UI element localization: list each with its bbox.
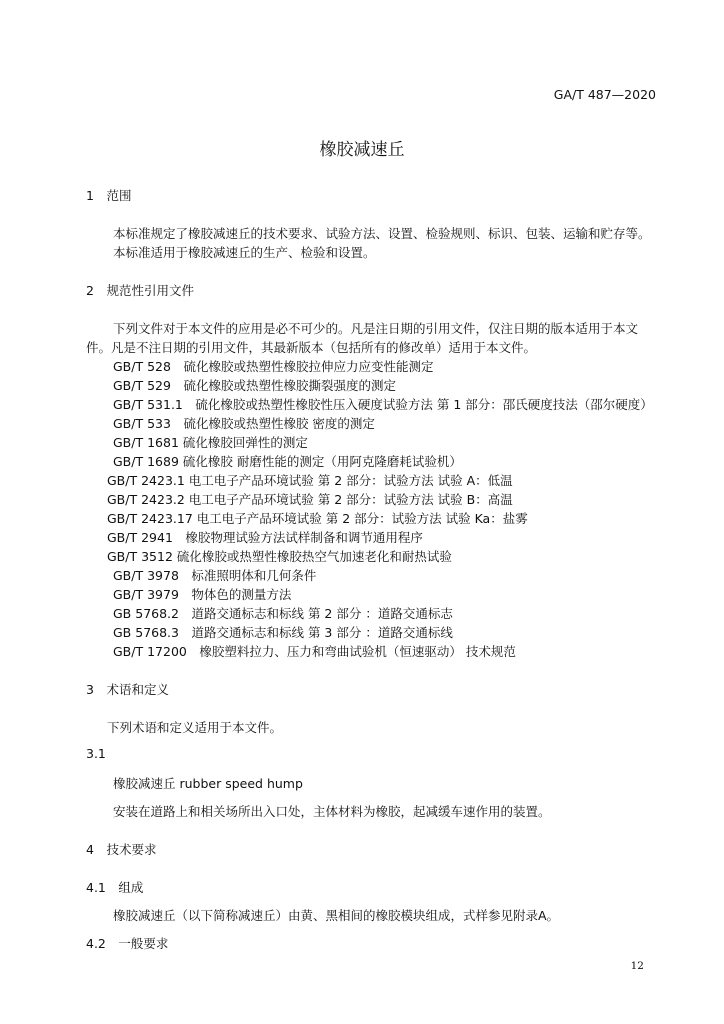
- reference-item: GB/T 531.1 硫化橡胶或热塑性橡胶性压入硬度试验方法 第 1 部分：邵氏硬度技法（邵尔硬度）: [113, 397, 653, 412]
- subsection-3-1-number: 3.1: [86, 746, 106, 761]
- document-code: GA/T 487—2020: [553, 87, 656, 102]
- reference-item: GB/T 529 硫化橡胶或热塑性橡胶撕裂强度的测定: [113, 378, 396, 393]
- reference-item: GB/T 1681 硫化橡胶回弹性的测定: [113, 435, 308, 450]
- reference-item: GB/T 528 硫化橡胶或热塑性橡胶拉伸应力应变性能测定: [113, 359, 434, 374]
- reference-item: GB 5768.2 道路交通标志和标线 第 2 部分 ：道路交通标志: [113, 606, 453, 621]
- section-1-heading: 1 范围: [86, 188, 132, 203]
- reference-item: GB/T 2423.17 电工电子产品环境试验 第 2 部分：试验方法 试验 Ka：盐雾: [107, 511, 528, 526]
- subsection-4-2-heading: 4.2 一般要求: [86, 936, 169, 951]
- reference-item: GB/T 1689 硫化橡胶 耐磨性能的测定（用阿克隆磨耗试验机）: [113, 454, 462, 469]
- page-number: 12: [630, 960, 644, 972]
- section-1-paragraph-1: 本标准规定了橡胶减速丘的技术要求、试验方法、设置、检验规则、标识、包装、运输和贮存等。: [113, 226, 651, 241]
- section-3-heading: 3 术语和定义: [86, 682, 169, 697]
- section-3-intro: 下列术语和定义适用于本文件。: [107, 720, 283, 735]
- term-definition: 安装在道路上和相关场所出入口处，主体材料为橡胶，起减缓车速作用的装置。: [113, 804, 551, 819]
- reference-item: GB/T 2941 橡胶物理试验方法试样制备和调节通用程序: [107, 530, 423, 545]
- reference-item: GB 5768.3 道路交通标志和标线 第 3 部分 ：道路交通标线: [113, 625, 453, 640]
- section-2-intro-line-1: 下列文件对于本文件的应用是必不可少的。凡是注日期的引用文件，仅注日期的版本适用于本文: [113, 321, 639, 336]
- subsection-4-1-heading: 4.1 组成: [86, 880, 144, 895]
- reference-item: GB/T 3512 硫化橡胶或热塑性橡胶热空气加速老化和耐热试验: [107, 549, 452, 564]
- term-entry: 橡胶减速丘 rubber speed hump: [113, 776, 303, 791]
- reference-item: GB/T 17200 橡胶塑料拉力、压力和弯曲试验机（恒速驱动） 技术规范: [113, 644, 516, 659]
- subsection-4-1-text: 橡胶减速丘（以下简称减速丘）由黄、黑相间的橡胶模块组成，式样参见附录A。: [113, 908, 560, 923]
- section-2-heading: 2 规范性引用文件: [86, 283, 194, 298]
- reference-item: GB/T 3978 标准照明体和几何条件: [113, 568, 317, 583]
- reference-item: GB/T 2423.1 电工电子产品环境试验 第 2 部分：试验方法 试验 A：低温: [107, 473, 513, 488]
- section-2-intro-line-2: 件。凡是不注日期的引用文件，其最新版本（包括所有的修改单）适用于本文件。: [86, 340, 537, 355]
- reference-item: GB/T 533 硫化橡胶或热塑性橡胶 密度的测定: [113, 416, 375, 431]
- reference-item: GB/T 3979 物体色的测量方法: [113, 587, 292, 602]
- document-title: 橡胶减速丘: [319, 140, 405, 160]
- section-1-paragraph-2: 本标准适用于橡胶减速丘的生产、检验和设置。: [113, 245, 376, 260]
- section-4-heading: 4 技术要求: [86, 842, 157, 857]
- reference-item: GB/T 2423.2 电工电子产品环境试验 第 2 部分：试验方法 试验 B：高温: [107, 492, 513, 507]
